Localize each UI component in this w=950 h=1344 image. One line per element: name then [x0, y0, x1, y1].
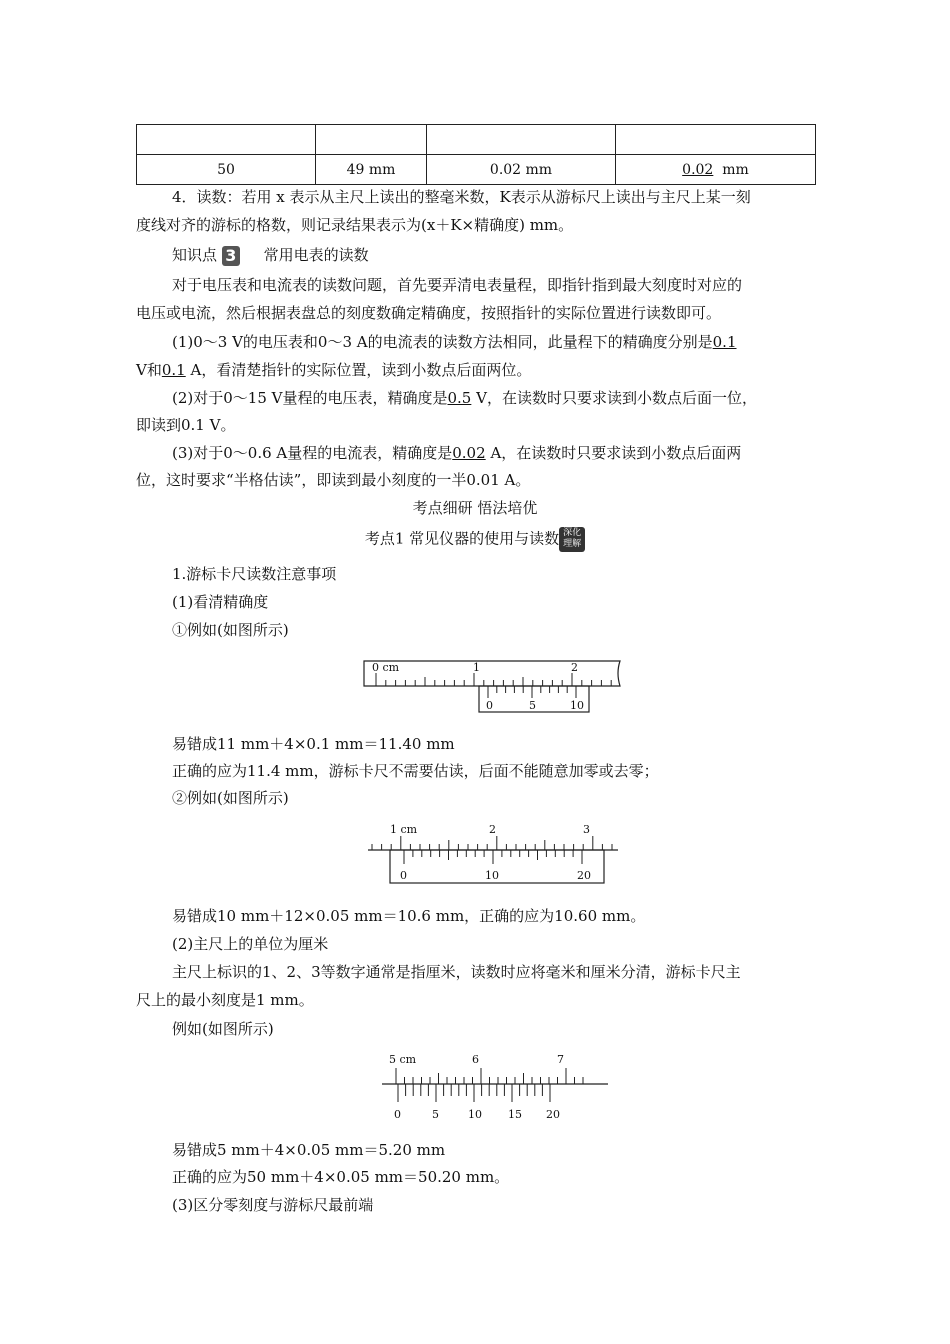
main-scale-label: 6 [472, 1053, 479, 1066]
paragraph-line: 主尺上标识的1、2、3等数字通常是指厘米，读数时应将毫米和厘米分清，游标卡尺主 [172, 963, 741, 981]
badge-line: 理解 [563, 539, 582, 549]
paragraph-line: 尺上的最小刻度是1 mm。 [136, 991, 314, 1009]
vernier-label: 5 [432, 1108, 439, 1121]
example-label: 例如(如图所示) [172, 1020, 274, 1038]
vernier-label: 20 [577, 869, 591, 882]
table-cell [316, 125, 427, 155]
section-heading [172, 244, 369, 266]
precision-table [136, 124, 816, 185]
paragraph-line: 易错成10 mm＋12×0.05 mm＝10.6 mm，正确的应为10.60 mm。 [172, 907, 646, 925]
vernier-label: 10 [570, 699, 584, 712]
main-scale-label: 2 [489, 823, 496, 836]
chapter-heading: 考点细研 悟法培优 [412, 499, 538, 517]
table-cell: 49 mm [316, 155, 427, 185]
paragraph-line: 正确的应为11.4 mm，游标卡尺不需要估读，后面不能随意加零或去零； [172, 762, 659, 780]
main-scale-label: 0 cm [372, 661, 400, 674]
section-number-badge: 3 [222, 246, 240, 266]
paragraph-line: 度线对齐的游标的格数，则记录结果表示为(x＋K×精确度) mm。 [136, 216, 574, 234]
paragraph-line [172, 331, 737, 352]
table-row [137, 155, 816, 185]
main-scale-label: 1 cm [390, 823, 418, 836]
vernier-label: 10 [468, 1108, 482, 1121]
unit-text: mm [722, 161, 749, 178]
answer-blank: 0.02 [682, 161, 714, 178]
paragraph-line: 正确的应为50 mm＋4×0.05 mm＝50.20 mm。 [172, 1168, 510, 1186]
vernier-caliper-figure-1 [362, 655, 630, 715]
paragraph-line: 对于电压表和电流表的读数问题，首先要弄清电表量程，即指针指到最大刻度时对应的 [172, 276, 743, 294]
subheading: (3)区分零刻度与游标尺最前端 [172, 1196, 374, 1214]
main-scale-label: 5 cm [389, 1053, 417, 1066]
vernier-label: 0 [394, 1108, 401, 1121]
vernier-label: 20 [546, 1108, 560, 1121]
paragraph-line: 4．读数：若用 x 表示从主尺上读出的整毫米数，K表示从游标尺上读出与主尺上某一刻 [172, 188, 751, 206]
paragraph-line [136, 359, 531, 380]
example-label: ①例如(如图所示) [172, 621, 289, 639]
badge-line: 深化 [563, 528, 582, 538]
answer-blank: 0.1 [161, 361, 186, 379]
example-label: ②例如(如图所示) [172, 789, 289, 807]
paragraph-line: 易错成11 mm＋4×0.1 mm＝11.40 mm [172, 735, 455, 753]
vernier-caliper-figure-2 [366, 820, 622, 886]
table-cell [616, 155, 816, 185]
answer-blank: 0.1 [712, 333, 737, 351]
paragraph-line [172, 387, 757, 408]
vernier-label: 15 [508, 1108, 522, 1121]
vernier-label: 0 [486, 699, 493, 712]
text: (3)对于0～0.6 A量程的电流表，精确度是 [172, 444, 453, 462]
vernier-label: 5 [529, 699, 536, 712]
text: (1)0～3 V的电压表和0～3 A的电流表的读数方法相同，此量程下的精确度分别是 [172, 333, 713, 351]
table-cell: 0.02 mm [427, 155, 616, 185]
topic-title: 考点1 常见仪器的使用与读数 [364, 529, 560, 548]
text: A，看清楚指针的实际位置，读到小数点后面两位。 [190, 361, 532, 379]
table-cell: 50 [137, 155, 316, 185]
answer-blank: 0.5 [447, 389, 472, 407]
main-scale-label: 3 [583, 823, 590, 836]
table-cell [616, 125, 816, 155]
answer-blank: 0.02 [452, 444, 486, 462]
vernier-label: 10 [485, 869, 499, 882]
paragraph-line: 位，这时要求“半格估读”，即读到最小刻度的一半0.01 A。 [136, 471, 531, 489]
topic-heading [0, 527, 950, 552]
paragraph-line: 电压或电流，然后根据表盘总的刻度数确定精确度，按照指针的实际位置进行读数即可。 [136, 304, 722, 322]
table-cell [427, 125, 616, 155]
table-row [137, 125, 816, 155]
main-scale-label: 2 [571, 661, 578, 674]
subheading: (2)主尺上的单位为厘米 [172, 935, 329, 953]
paragraph-line: 易错成5 mm＋4×0.05 mm＝5.20 mm [172, 1141, 446, 1159]
text: (2)对于0～15 V量程的电压表，精确度是 [172, 389, 448, 407]
main-scale-label: 7 [557, 1053, 564, 1066]
section-prefix: 知识点 [172, 246, 218, 264]
text: A，在读数时只要求读到小数点后面两 [490, 444, 742, 462]
paragraph-line [172, 442, 741, 463]
text: V，在读数时只要求读到小数点后面一位， [476, 389, 757, 407]
subheading: 1.游标卡尺读数注意事项 [172, 565, 337, 583]
section-title: 常用电表的读数 [263, 246, 369, 264]
subheading: (1)看清精确度 [172, 593, 269, 611]
table-cell [137, 125, 316, 155]
vernier-label: 0 [400, 869, 407, 882]
deepen-understanding-badge [559, 527, 585, 552]
text: V和 [136, 361, 162, 379]
main-scale-label: 1 [473, 661, 480, 674]
paragraph-line: 即读到0.1 V。 [136, 416, 236, 434]
vernier-caliper-figure-3 [380, 1050, 612, 1126]
